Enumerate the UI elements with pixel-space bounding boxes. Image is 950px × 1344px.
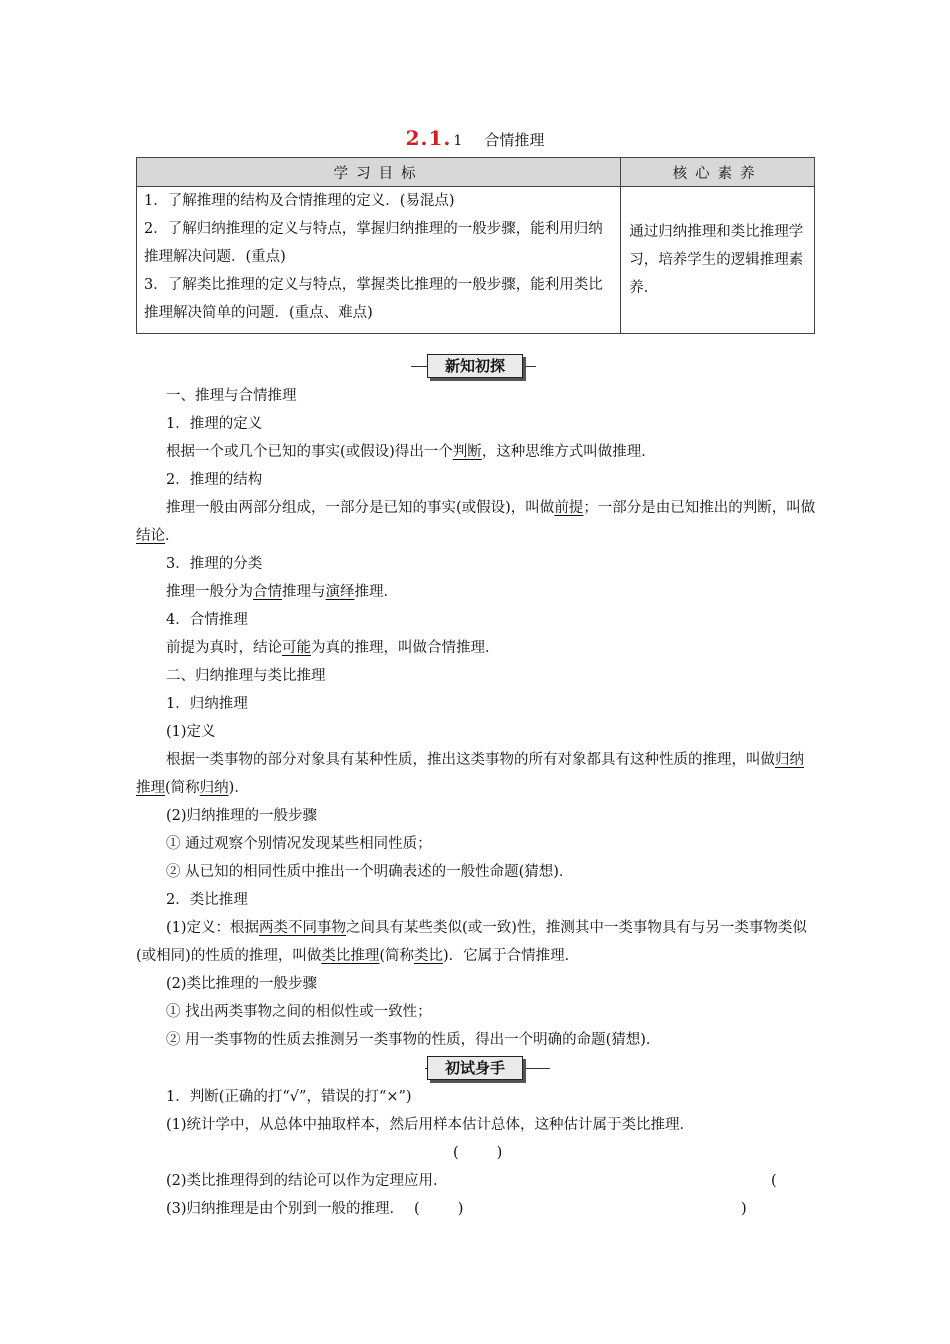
fill-answer: 判断 <box>452 444 482 460</box>
step-item: ① 通过观察个别情况发现某些相同性质； <box>166 836 432 852</box>
paragraph: (1)定义：根据两类不同事物之间具有某些类似(或一致)性，推测其中一类事物具有与另一类事物类似(或相同)的性质的推理，叫做类比推理(简称类比)．它属于合情推理． <box>136 920 807 964</box>
section-heading: 二、归纳推理与类比推理 <box>166 668 326 684</box>
fill-answer: 前提 <box>554 500 584 516</box>
lesson-name: 合情推理 <box>484 131 545 149</box>
steps-label: (2)类比推理的一般步骤 <box>166 976 318 992</box>
fill-answer: 结论 <box>136 528 165 544</box>
judgement-item-1: (1)统计学中，从总体中抽取样本，然后用样本估计总体，这种估计属于类比推理． <box>166 1117 695 1133</box>
fill-answer: 归纳推理 <box>136 752 804 796</box>
judgement-item-3: (3)归纳推理是由个别到一般的推理． ( ) <box>166 1201 464 1217</box>
section-heading: 一、推理与合情推理 <box>166 388 297 404</box>
main-content <box>136 382 816 1054</box>
subheading: 4．合情推理 <box>166 612 248 628</box>
paragraph: 前提为真时，结论可能为真的推理，叫做合情推理． <box>166 640 500 656</box>
exercise-question: 1．判断(正确的打“√”，错误的打“×”) <box>166 1089 412 1105</box>
paragraph: 根据一个或几个已知的事实(或假设)得出一个判断，这种思维方式叫做推理． <box>166 444 656 460</box>
step-item: ① 找出两类事物之间的相似性或一致性； <box>166 1004 432 1020</box>
subheading: 2．推理的结构 <box>166 472 263 488</box>
judgement-item-2: (2)类比推理得到的结论可以作为定理应用． () <box>136 1167 816 1195</box>
goal-item-1: 1．了解推理的结构及合情推理的定义．(易混点) <box>144 193 455 209</box>
fill-answer: 演绎 <box>325 584 355 600</box>
fill-answer: 类比推理 <box>321 948 380 964</box>
paragraph: 推理一般分为合情推理与演绎推理． <box>166 584 398 600</box>
subheading: 1．归纳推理 <box>166 696 248 712</box>
lesson-subnumber: 1 <box>453 133 463 149</box>
goal-item-3: 3．了解类比推理的定义与特点，掌握类比推理的一般步骤，能利用类比推理解决简单的问题．(重点、难点) <box>144 277 603 321</box>
goals-table <box>136 157 815 334</box>
banner-label: 初试身手 <box>427 1056 523 1080</box>
subheading: 2．类比推理 <box>166 892 248 908</box>
fill-answer: 两类不同事物 <box>259 920 347 936</box>
paragraph: 推理一般由两部分组成，一部分是已知的事实(或假设)，叫做前提；一部分是由已知推出的判断，叫做结论． <box>136 500 816 544</box>
paragraph: 根据一类事物的部分对象具有某种性质，推出这类事物的所有对象都具有这种性质的推理，叫做归纳推理(简称归纳)． <box>136 752 804 796</box>
exercise-content <box>136 1083 816 1223</box>
goal-item-2: 2．了解归纳推理的定义与特点，掌握归纳推理的一般步骤，能利用归纳推理解决问题．(重点) <box>144 221 603 265</box>
banner-new-knowledge <box>0 354 950 380</box>
fill-answer: 合情 <box>253 584 282 600</box>
fill-answer: 可能 <box>282 640 311 656</box>
banner-practice <box>0 1056 950 1082</box>
steps-label: (2)归纳推理的一般步骤 <box>166 808 318 824</box>
core-header: 核心素养 <box>621 158 815 187</box>
banner-label: 新知初探 <box>427 354 523 378</box>
lesson-title <box>0 126 950 150</box>
step-item: ② 用一类事物的性质去推测另一类事物的性质，得出一个明确的命题(猜想)． <box>166 1032 661 1048</box>
fill-answer: 类比 <box>414 948 443 964</box>
answer-blank-3: ( ) <box>414 1201 464 1217</box>
fill-answer: 归纳 <box>199 780 229 796</box>
goals-header: 学习目标 <box>137 158 621 187</box>
subheading: 1．推理的定义 <box>166 416 263 432</box>
definition-label: (1)定义 <box>166 724 216 740</box>
step-item: ② 从已知的相同性质中推出一个明确表述的一般性命题(猜想)． <box>166 864 574 880</box>
lesson-number: 2.1. <box>405 126 452 150</box>
answer-blank-2: () <box>741 1173 777 1217</box>
answer-blank-1: ( ) <box>453 1145 503 1161</box>
subheading: 3．推理的分类 <box>166 556 263 572</box>
core-literacy: 通过归纳推理和类比推理学习，培养学生的逻辑推理素养． <box>621 187 815 334</box>
